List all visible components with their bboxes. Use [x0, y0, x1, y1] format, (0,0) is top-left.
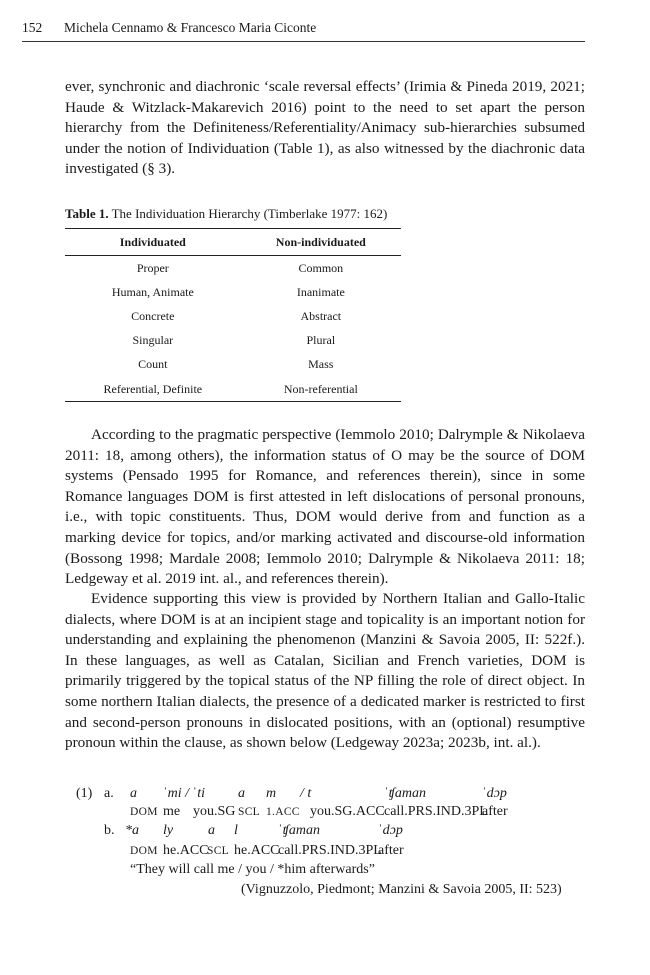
example-number: (1)	[76, 786, 93, 801]
table-row	[65, 377, 401, 402]
example-a-word: a	[238, 786, 245, 801]
table-row	[65, 329, 401, 353]
table-cell: Common	[298, 260, 344, 275]
example-b-gloss: he.ACC	[163, 843, 209, 858]
example-b-gloss: after	[378, 843, 404, 858]
example-a-gloss: you.SG	[193, 804, 236, 819]
table-caption-text: The Individuation Hierarchy (Timberlake 1977: 162)	[111, 206, 388, 221]
table-cell: Plural	[306, 333, 336, 348]
running-header-authors: Michela Cennamo & Francesco Maria Ciconte	[64, 20, 317, 35]
table-caption	[65, 206, 387, 222]
example-a-word: ˈʧaman	[384, 786, 427, 801]
example-source: (Vignuzzolo, Piedmont; Manzini & Savoia 2005, II: 523)	[241, 882, 562, 897]
table-cell: Referential, Definite	[65, 377, 241, 402]
example-a-gloss: me	[163, 804, 181, 819]
example-b-word: a	[208, 823, 215, 838]
table-row	[65, 256, 401, 281]
table-cell: Concrete	[131, 308, 175, 323]
example-a-word: a	[130, 786, 137, 801]
example-a-gloss: after	[482, 804, 508, 819]
table-row	[65, 353, 401, 377]
table-cell: Singular	[132, 333, 174, 348]
paragraph-2: According to the pragmatic perspective (Iemmolo 2010; Dalrymple & Nikolaeva 2011: 18, among others), the information status of O may be the source of DOM systems (Pensado 1995 for Romance, and references therein), since in some Romance languages DOM is first attested in left dislocations of personal pronouns, i.e., with topic constituents. Thus, DOM would derive from and function as a marking device for topics, and/or marking activated and discourse-old information (Bossong 1998; Mardale 2008; Iemmolo 2010; Dalrymple & Nikolaeva 2011: 18; Ledgeway et al. 2019 int. al., and references therein).	[65, 426, 585, 588]
table-cell: Human, Animate	[111, 284, 194, 299]
table-cell: Proper	[136, 260, 169, 275]
example-b-word: ˈʧaman	[278, 823, 321, 838]
example-b-word: ˈdɔp	[378, 823, 403, 838]
example-a-gloss: you.SG.ACC	[310, 804, 385, 819]
table-header-individuated: Individuated	[65, 229, 241, 256]
table-cell: Non-referential	[241, 377, 401, 402]
example-a-word: / t	[300, 786, 312, 801]
page-number: 152	[22, 20, 43, 35]
example-a-label: a.	[104, 786, 114, 801]
table-row	[65, 280, 401, 304]
example-b-gloss: SCL	[207, 845, 229, 857]
example-a-word: ˈdɔp	[482, 786, 507, 801]
example-b-gloss: call.PRS.IND.3PL	[278, 843, 382, 858]
example-a-word: m	[266, 786, 277, 801]
example-b-gloss: DOM	[130, 845, 158, 857]
running-header	[22, 20, 585, 42]
example-a-word: ˈmi / ˈti	[163, 786, 205, 801]
table-row	[65, 304, 401, 328]
example-b-label: b.	[104, 823, 115, 838]
table-header-non-individuated: Non-individuated	[241, 229, 401, 256]
example-b-word: *a	[125, 823, 139, 838]
paragraph-3: Evidence supporting this view is provided by Northern Italian and Gallo-Italic dialects, where DOM is at an incipient stage and topicality is an important notion for understanding and explaining the phenomenon (Manzini & Savoia 2005, II: 522f.). In these languages, as well as Catalan, Sicilian and French varieties, DOM is primarily triggered by the topical status of the NP filling the role of direct object. In some northern Italian dialects, the presence of a dedicated marker is restricted to first and second-person pronouns in dislocated positions, with an (optional) resumptive pronoun within the clause, as shown below (Ledgeway 2023a; 2023b, int. al.).	[65, 590, 585, 752]
example-b-gloss: he.ACC	[234, 843, 280, 858]
example-a-gloss: DOM	[130, 806, 158, 818]
table-cell: Abstract	[300, 308, 342, 323]
example-a-gloss: 1.ACC	[266, 806, 300, 818]
example-b-word: l	[234, 823, 238, 838]
example-b-word: ly	[163, 823, 174, 838]
paragraph-1: ever, synchronic and diachronic ‘scale reversal effects’ (Irimia & Pineda 2019, 2021; Haude & Witzlack-Makarevich 2016) point to the need to set apart the person hierarchy from the Definiteness/Referentiality/Animacy sub-hierarchies subsumed under the notion of Individuation (Table 1), as also witnessed by the diachronic data investigated (§ 3).	[65, 78, 585, 178]
individuation-table	[65, 228, 401, 402]
table-caption-label: Table 1.	[65, 206, 109, 221]
example-a-gloss: SCL	[238, 806, 260, 818]
table-cell: Inanimate	[296, 284, 345, 299]
table-cell: Mass	[308, 357, 334, 372]
example-a-gloss: call.PRS.IND.3PL	[384, 804, 488, 819]
table-cell: Count	[138, 357, 168, 372]
example-translation: “They will call me / you / *him afterwards”	[130, 862, 375, 877]
